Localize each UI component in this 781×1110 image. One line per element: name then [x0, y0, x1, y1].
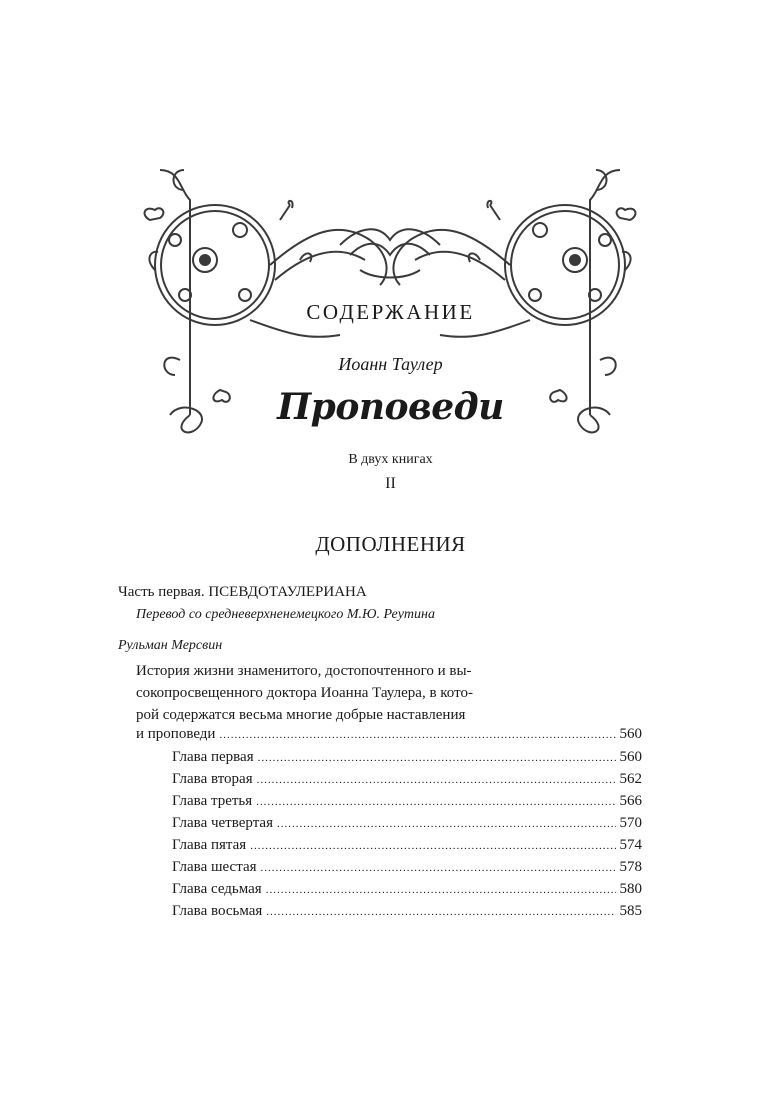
- chapter-page: 580: [619, 881, 642, 897]
- section-heading: ДОПОЛНЕНИЯ: [315, 532, 466, 556]
- chapter-page: 560: [619, 749, 642, 765]
- chapter-page: 570: [619, 815, 642, 831]
- toc-entry-chapter[interactable]: [172, 793, 642, 810]
- chapter-page: 585: [619, 903, 642, 919]
- volume-number: II: [385, 475, 396, 492]
- chapter-title: Глава первая: [172, 749, 254, 765]
- story-line: сокопросвещенного доктора Иоанна Таулера, в кото-: [136, 685, 473, 701]
- chapter-title: Глава шестая: [172, 859, 257, 875]
- leader-dots: [277, 818, 616, 830]
- chapter-page: 566: [619, 793, 642, 809]
- chapter-title: Глава третья: [172, 793, 253, 809]
- toc-entry-chapter[interactable]: [172, 881, 642, 898]
- chapter-title: Глава четвертая: [172, 815, 273, 831]
- story-line: рой содержатся весьма многие добрые наставления: [136, 707, 466, 723]
- toc-entry-chapter[interactable]: [172, 837, 642, 854]
- part-heading: Часть первая. ПСЕВДОТАУЛЕРИАНА: [118, 584, 367, 600]
- section-author: Рульман Мерсвин: [118, 638, 223, 653]
- toc-entry-story[interactable]: [136, 726, 642, 743]
- toc-entry-chapter[interactable]: [172, 859, 642, 876]
- entry-title: и проповеди: [136, 726, 216, 742]
- leader-dots: [256, 796, 615, 808]
- leader-dots: [250, 840, 615, 852]
- chapter-page: 574: [619, 837, 642, 853]
- entry-page: 560: [619, 726, 642, 742]
- leader-dots: [266, 906, 615, 918]
- leader-dots: [266, 884, 616, 896]
- chapter-title: Глава восьмая: [172, 903, 263, 919]
- book-subtitle: В двух книгах: [348, 452, 433, 467]
- story-title: [136, 660, 576, 726]
- toc-entry-chapter[interactable]: [172, 749, 642, 766]
- toc-entry-chapter[interactable]: [172, 771, 642, 788]
- chapter-title: Глава седьмая: [172, 881, 262, 897]
- leader-dots: [257, 774, 616, 786]
- leader-dots: [261, 862, 616, 874]
- chapter-title: Глава вторая: [172, 771, 253, 787]
- book-author: Иоанн Таулер: [338, 354, 443, 374]
- chapter-page: 578: [619, 859, 642, 875]
- story-line: История жизни знаменитого, достопочтенного и вы-: [136, 663, 472, 679]
- chapter-title: Глава пятая: [172, 837, 247, 853]
- leader-dots: [258, 752, 616, 764]
- translator-note: Перевод со средневерхненемецкого М.Ю. Реутина: [136, 607, 435, 622]
- contents-title: СОДЕРЖАНИЕ: [306, 300, 475, 324]
- leader-dots: [219, 729, 615, 741]
- chapter-page: 562: [619, 771, 642, 787]
- book-title: Проповеди: [277, 386, 504, 428]
- toc-entry-chapter[interactable]: [172, 815, 642, 832]
- toc-entry-chapter[interactable]: [172, 903, 642, 920]
